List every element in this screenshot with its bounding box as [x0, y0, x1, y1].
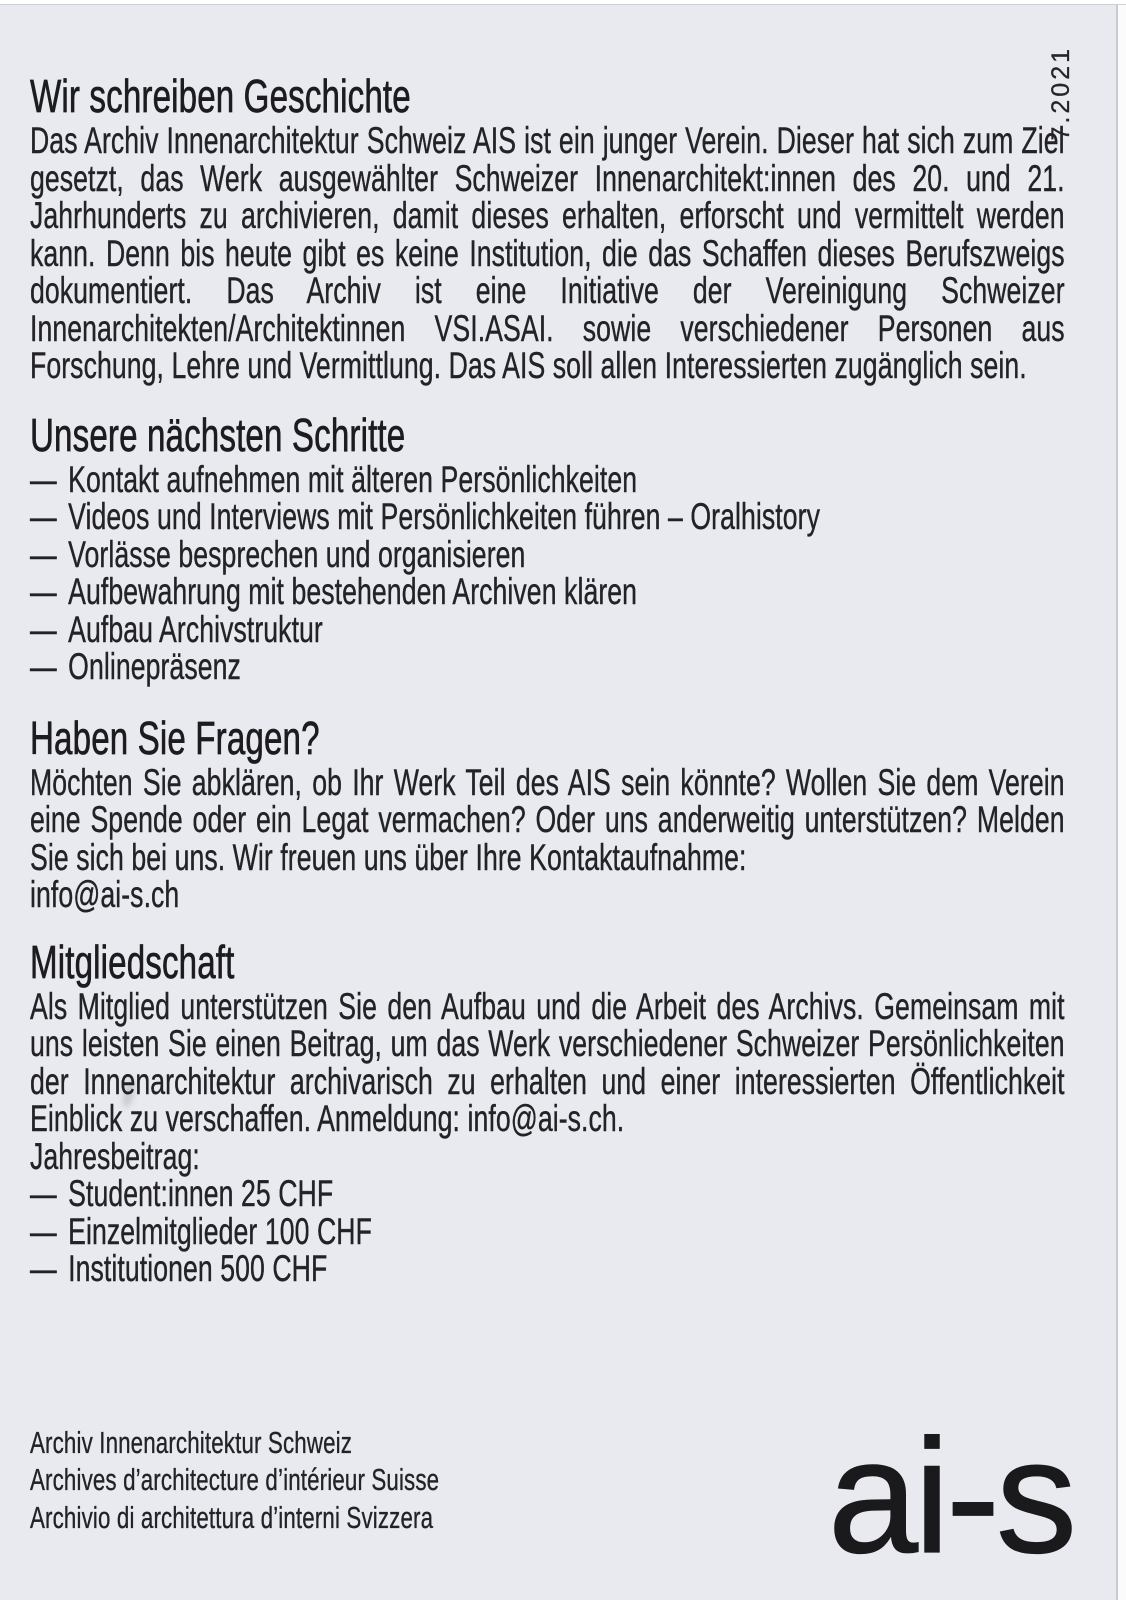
- list-item: [30, 1250, 1065, 1288]
- list-item: [30, 498, 1065, 536]
- dash-marker: —: [30, 608, 57, 650]
- org-name-fr: Archives d’architecture d’intérieur Suisse: [30, 1462, 440, 1497]
- dash-marker: —: [30, 1248, 57, 1289]
- heading-next-steps: Unsere nächsten Schritte: [30, 408, 406, 461]
- scan-edge-top: [0, 0, 1126, 5]
- list-item: [30, 458, 1065, 500]
- section-questions: [30, 712, 1065, 914]
- section-next-steps: [30, 409, 1065, 686]
- ais-logo: ai-s: [827, 1406, 1073, 1587]
- dash-marker: —: [30, 496, 57, 537]
- org-name-de: Archiv Innenarchitektur Schweiz: [30, 1424, 353, 1460]
- flyer-content: [30, 0, 1065, 1536]
- dash-marker: —: [30, 646, 57, 687]
- list-item-label: Einzelmitglieder 100 CHF: [68, 1210, 372, 1252]
- dash-marker: —: [30, 458, 57, 500]
- fees-label: Jahresbeitrag:: [30, 1135, 200, 1177]
- edition-label: 7.2021: [1047, 46, 1075, 141]
- list-item: [30, 608, 1065, 650]
- list-item-label: Vorlässe besprechen und organisieren: [68, 533, 526, 575]
- list-item: [30, 573, 1065, 611]
- list-item: [30, 533, 1065, 575]
- dash-marker: —: [30, 571, 57, 612]
- list-item-label: Videos und Interviews mit Persönlichkeiten führen – Oralhistory: [68, 496, 820, 537]
- section-history: [30, 70, 1065, 385]
- list-item-label: Aufbewahrung mit bestehenden Archiven klären: [68, 571, 638, 612]
- paragraph-history: Das Archiv Innenarchitektur Schweiz AIS ist ein junger Verein. Dieser hat sich zum Ziel gesetzt, das Werk ausgewählter Schweizer Innenarchitekt:innen des 20. und 21. Jahrhunderts zu archivieren, damit dieses erhalten, erforscht und vermittelt werden kann. Denn bis heute gibt es keine Institution, die das Schaffen dieses Berufszweigs dokumentiert. Das Archiv ist eine Initiative der Vereinigung Schweizer Innenarchitekten/Architektinnen VSI.ASAI. sowie verschiedener Personen aus Forschung, Lehre und Vermittlung. Das AIS soll allen Interessierten zugänglich sein.: [30, 120, 1065, 386]
- contact-email: info@ai-s.ch: [30, 874, 180, 915]
- dash-marker: —: [30, 533, 57, 575]
- heading-questions: Haben Sie Fragen?: [30, 711, 320, 764]
- scan-edge-right: [1116, 0, 1126, 1600]
- heading-history: Wir schreiben Geschichte: [30, 70, 411, 122]
- heading-membership: Mitgliedschaft: [30, 935, 235, 988]
- paragraph-membership: Als Mitglied unterstützen Sie den Aufbau und die Arbeit des Archivs. Gemeinsam mit uns leisten Sie einen Beitrag, um das Werk verschiedener Schweizer Persönlichkeiten der Innenarchitektur archivarisch zu erhalten und einer interessierten Öffentlichkeit Einblick zu verschaffen. Anmeldung: info@ai-s.ch.: [30, 985, 1065, 1139]
- list-item: [30, 648, 1065, 686]
- list-item: [30, 1210, 1065, 1252]
- dash-marker: —: [30, 1173, 57, 1214]
- list-item-label: Kontakt aufnehmen mit älteren Persönlichkeiten: [68, 458, 638, 500]
- paragraph-questions: Möchten Sie abklären, ob Ihr Werk Teil des AIS sein könnte? Wollen Sie dem Verein eine Spende oder ein Legat vermachen? Oder uns anderweitig unterstützen? Melden Sie sich bei uns. Wir freuen uns über Ihre Kontaktaufnahme:: [30, 761, 1065, 878]
- list-item-label: Institutionen 500 CHF: [68, 1248, 328, 1289]
- org-name-it: Archivio di architettura d’interni Svizzera: [30, 1499, 434, 1535]
- list-item-label: Student:innen 25 CHF: [68, 1173, 334, 1214]
- list-item-label: Aufbau Archivstruktur: [68, 608, 323, 650]
- fees-list: [30, 1175, 1065, 1288]
- list-item: [30, 1175, 1065, 1213]
- list-item-label: Onlinepräsenz: [68, 646, 241, 687]
- next-steps-list: [30, 458, 1065, 687]
- dash-marker: —: [30, 1210, 57, 1252]
- section-membership: [30, 936, 1065, 1288]
